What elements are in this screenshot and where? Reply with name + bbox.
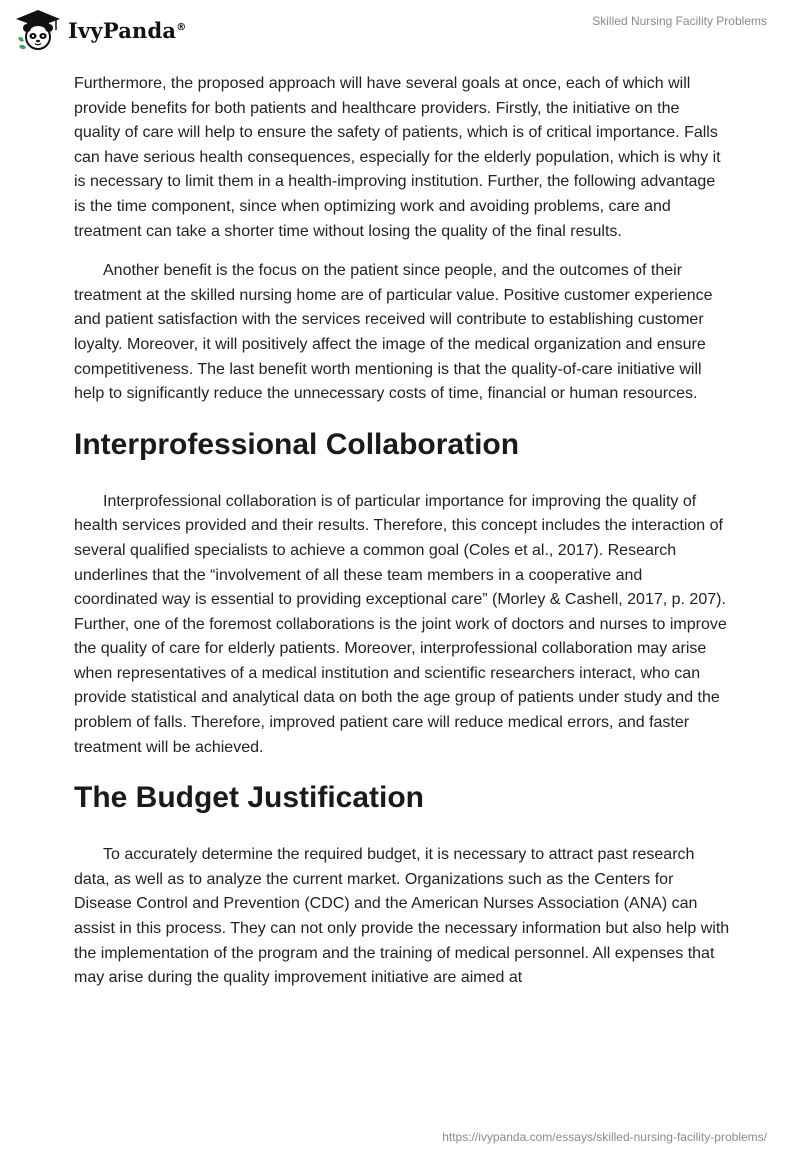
brand-name: IvyPanda®: [68, 17, 187, 43]
paragraph-budget: To accurately determine the required budget, it is necessary to attract past research data, as well as to analyze the current market. Organizations such as the Centers for Disease Control and Prevention (CDC) and the American Nurses Association (ANA) can assist in this process. They can not only provide the necessary information but also help with the implementation of the program and the training of medical personnel. All expenses that may arise during the quality improvement initiative are aimed at: [74, 846, 730, 987]
registered-mark: ®: [176, 21, 187, 33]
source-url-link[interactable]: https://ivypanda.com/essays/skilled-nursing-facility-problems/: [442, 1130, 767, 1144]
paragraph-goals: Furthermore, the proposed approach will have several goals at once, each of which will provide benefits for both patients and healthcare providers. Firstly, the initiative on the quality of care will help to ensure the safety of patients, which is of critical importance. Falls can have serious health consequences, especially for the elderly population, which is why it is necessary to limit them in a health-improving institution. Further, the following advantage is the time component, since when optimizing work and avoiding problems, care and treatment can take a shorter time without losing the quality of the final results.: [74, 75, 721, 240]
page-header: [0, 0, 800, 60]
section-heading-collaboration: Interprofessional Collaboration: [74, 427, 520, 461]
document-title: Skilled Nursing Facility Problems: [592, 14, 767, 28]
paragraph-collaboration: Interprofessional collaboration is of particular importance for improving the quality of health services provided and their results. Therefore, this concept includes the interaction of several qualified specialists to achieve a common goal (Coles et al., 2017). Research underlines that the “involvement of all these team members in a cooperative and coordinated way is essential to providing exceptional care” (Morley & Cashell, 2017, p. 207). Further, one of the foremost collaborations is the joint work of doctors and nurses to improve the quality of care for elderly patients. Moreover, interprofessional collaboration may arise when representatives of a medical institution and scientific researchers interact, who can provide statistical and analytical data on both the age group of patients under study and the problem of falls. Therefore, improved patient care will reduce medical errors, and faster treatment will be achieved.: [74, 492, 727, 756]
section-heading-budget: The Budget Justification: [74, 781, 425, 815]
paragraph-patient-focus: Another benefit is the focus on the patient since people, and the outcomes of their treatment at the skilled nursing home are of particular value. Positive customer experience and patient satisfaction with the services received will contribute to establishing customer loyalty. Moreover, it will positively affect the image of the medical organization and ensure competitiveness. The last benefit worth mentioning is that the quality-of-care initiative will help to significantly reduce the unnecessary costs of time, financial or human resources.: [74, 262, 713, 403]
ivypanda-logo[interactable]: [14, 8, 186, 52]
panda-graduate-icon: [14, 8, 62, 52]
essay-body: [74, 72, 730, 1006]
